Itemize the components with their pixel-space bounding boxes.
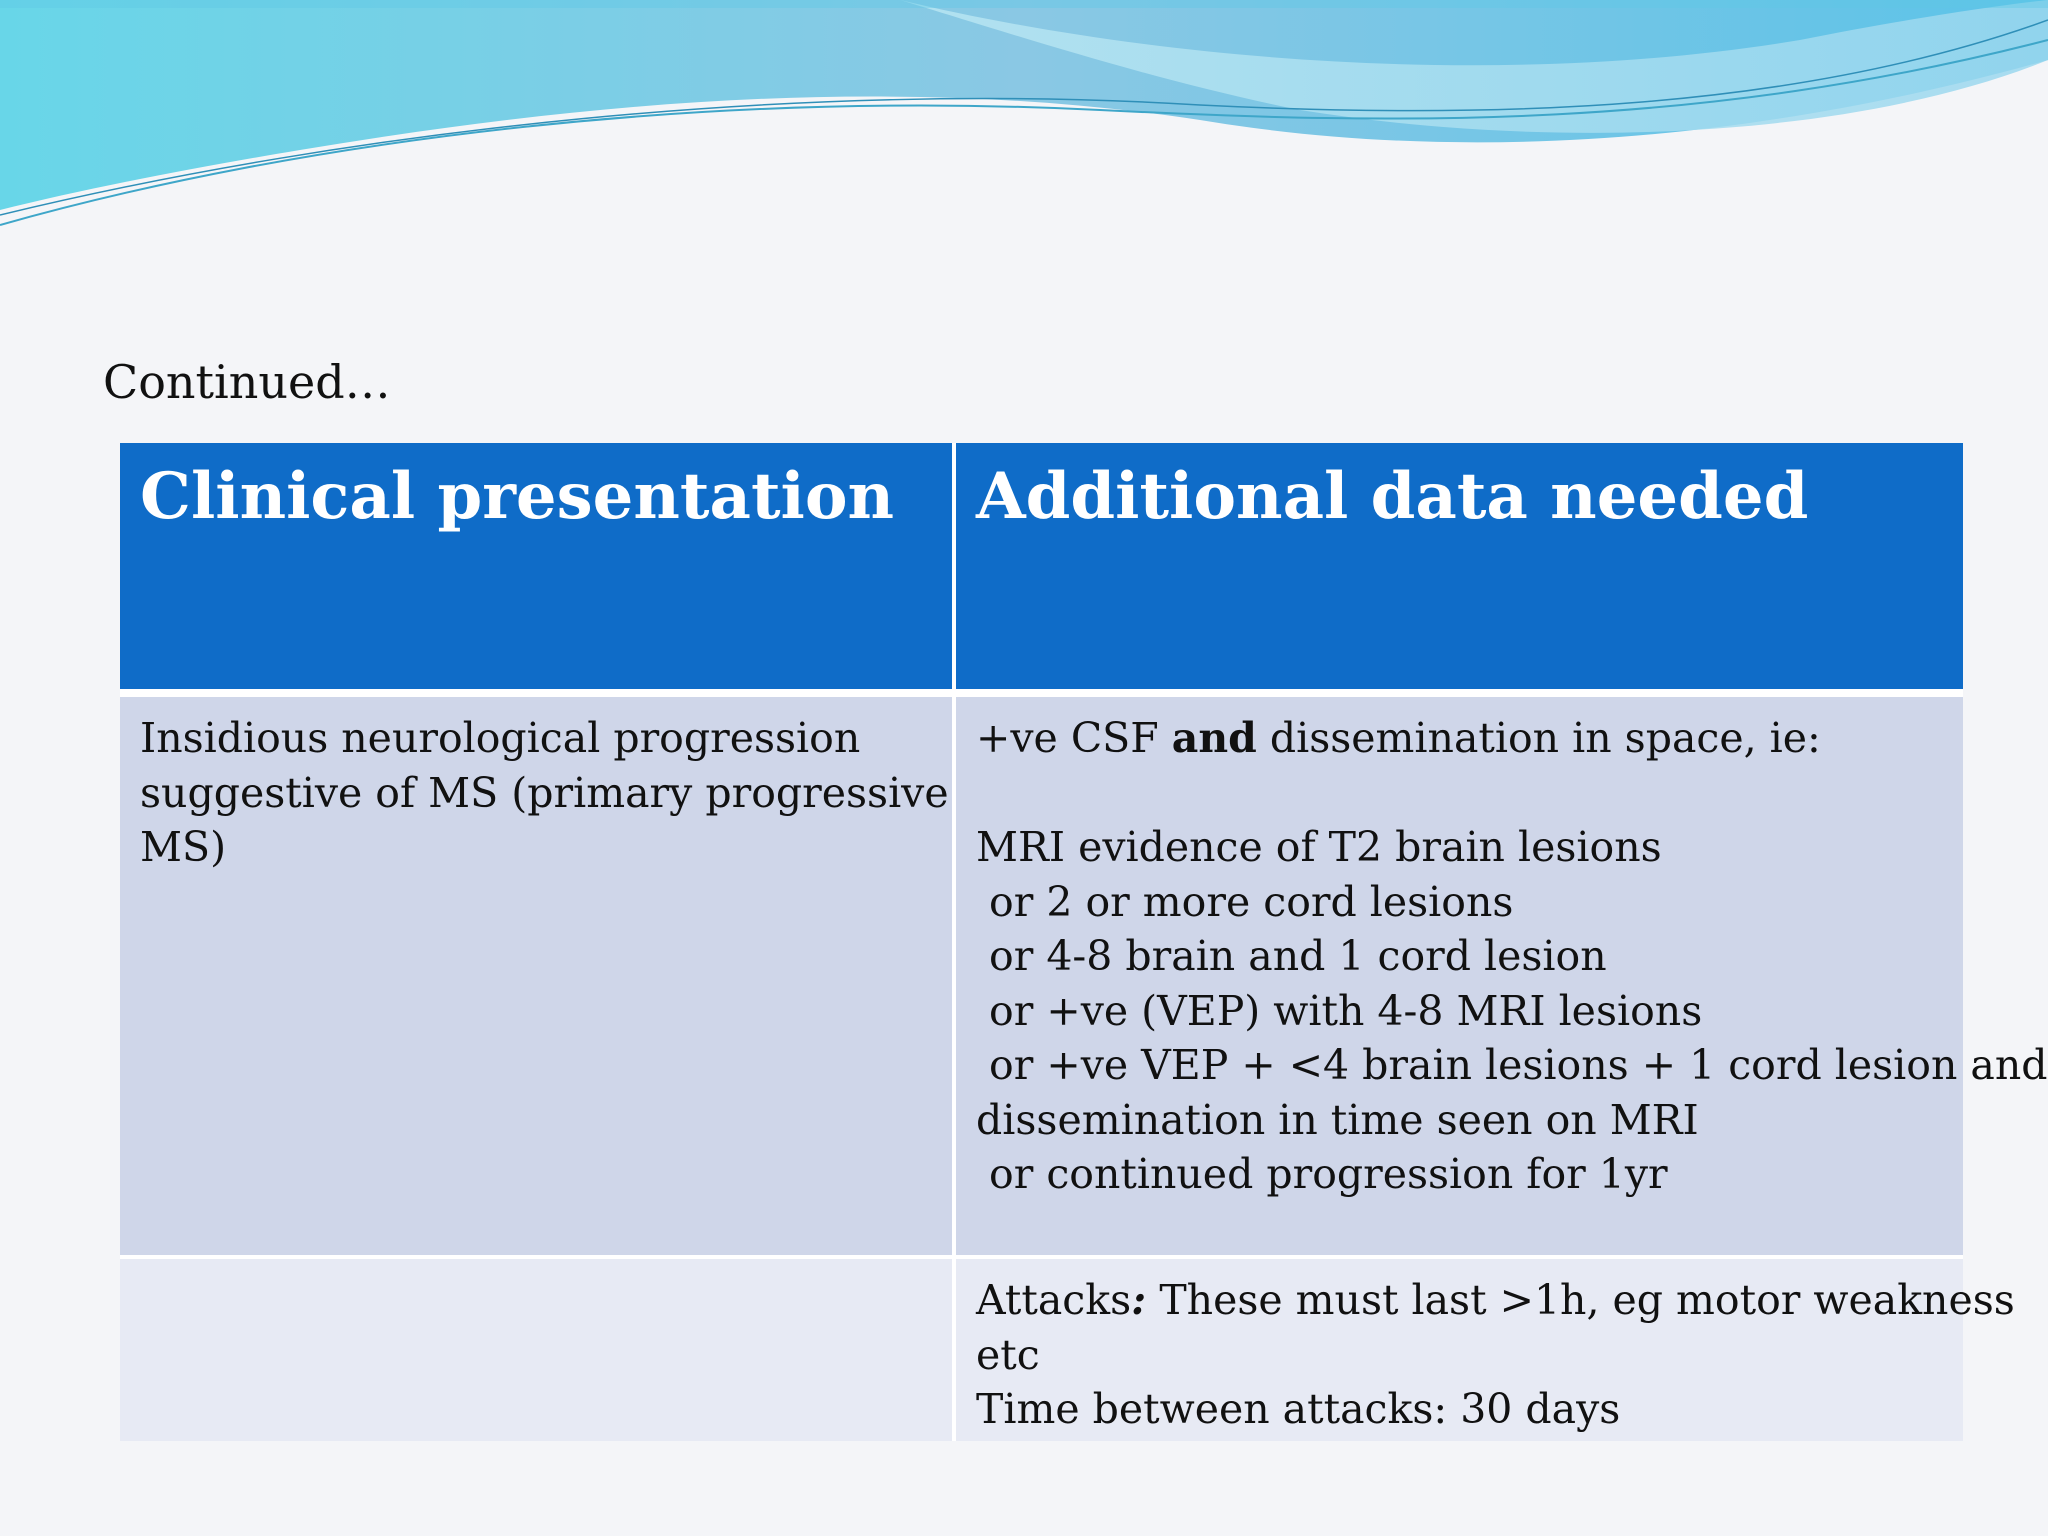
attacks-cell — [952, 1255, 2015, 1441]
presentation-line: MS) — [140, 823, 227, 871]
wave-header-decoration — [0, 0, 2048, 240]
criteria-line: or +ve (VEP) with 4-8 MRI lesions — [976, 986, 1703, 1035]
presentation-cell — [120, 689, 952, 1255]
header-clinical-presentation: Clinical presentation — [120, 443, 952, 689]
csf-prefix: +ve CSF — [976, 714, 1172, 762]
table-row — [120, 689, 2048, 1255]
presentation-cell-empty — [120, 1255, 952, 1441]
presentation-line: suggestive of MS (primary progressive — [140, 768, 949, 817]
blank-line — [976, 766, 1943, 821]
attacks-text: These must last >1h, eg motor weakness — [1146, 1276, 2015, 1324]
criteria-line: or 4-8 brain and 1 cord lesion — [976, 932, 1607, 980]
attacks-continuation: etc — [976, 1330, 1040, 1379]
table-row — [120, 1255, 2015, 1441]
criteria-line: or continued progression for 1yr — [976, 1150, 1668, 1198]
csf-and-bold: and — [1171, 714, 1257, 762]
criteria-line: or +ve VEP + <4 brain lesions + 1 cord lesion and — [976, 1041, 2048, 1089]
csf-line — [976, 711, 1943, 766]
criteria-line: MRI evidence of T2 brain lesions — [976, 823, 1662, 871]
slide-subtitle: Continued… — [103, 355, 391, 409]
time-between-attacks: Time between attacks: 30 days — [976, 1385, 1621, 1433]
csf-suffix: dissemination in space, ie: — [1256, 714, 1821, 762]
header-additional-data: Additional data needed — [952, 443, 1963, 689]
presentation-line: Insidious neurological progression — [140, 714, 861, 762]
additional-data-cell — [952, 689, 2048, 1255]
attacks-colon: : — [1131, 1276, 1147, 1324]
attacks-label: Attacks — [976, 1276, 1132, 1324]
attacks-line — [976, 1273, 2015, 1328]
table-header-row — [120, 443, 1963, 689]
criteria-line: dissemination in time seen on MRI — [976, 1095, 1699, 1144]
criteria-line: or 2 or more cord lesions — [976, 877, 1514, 926]
ms-criteria-table — [120, 443, 2048, 1441]
